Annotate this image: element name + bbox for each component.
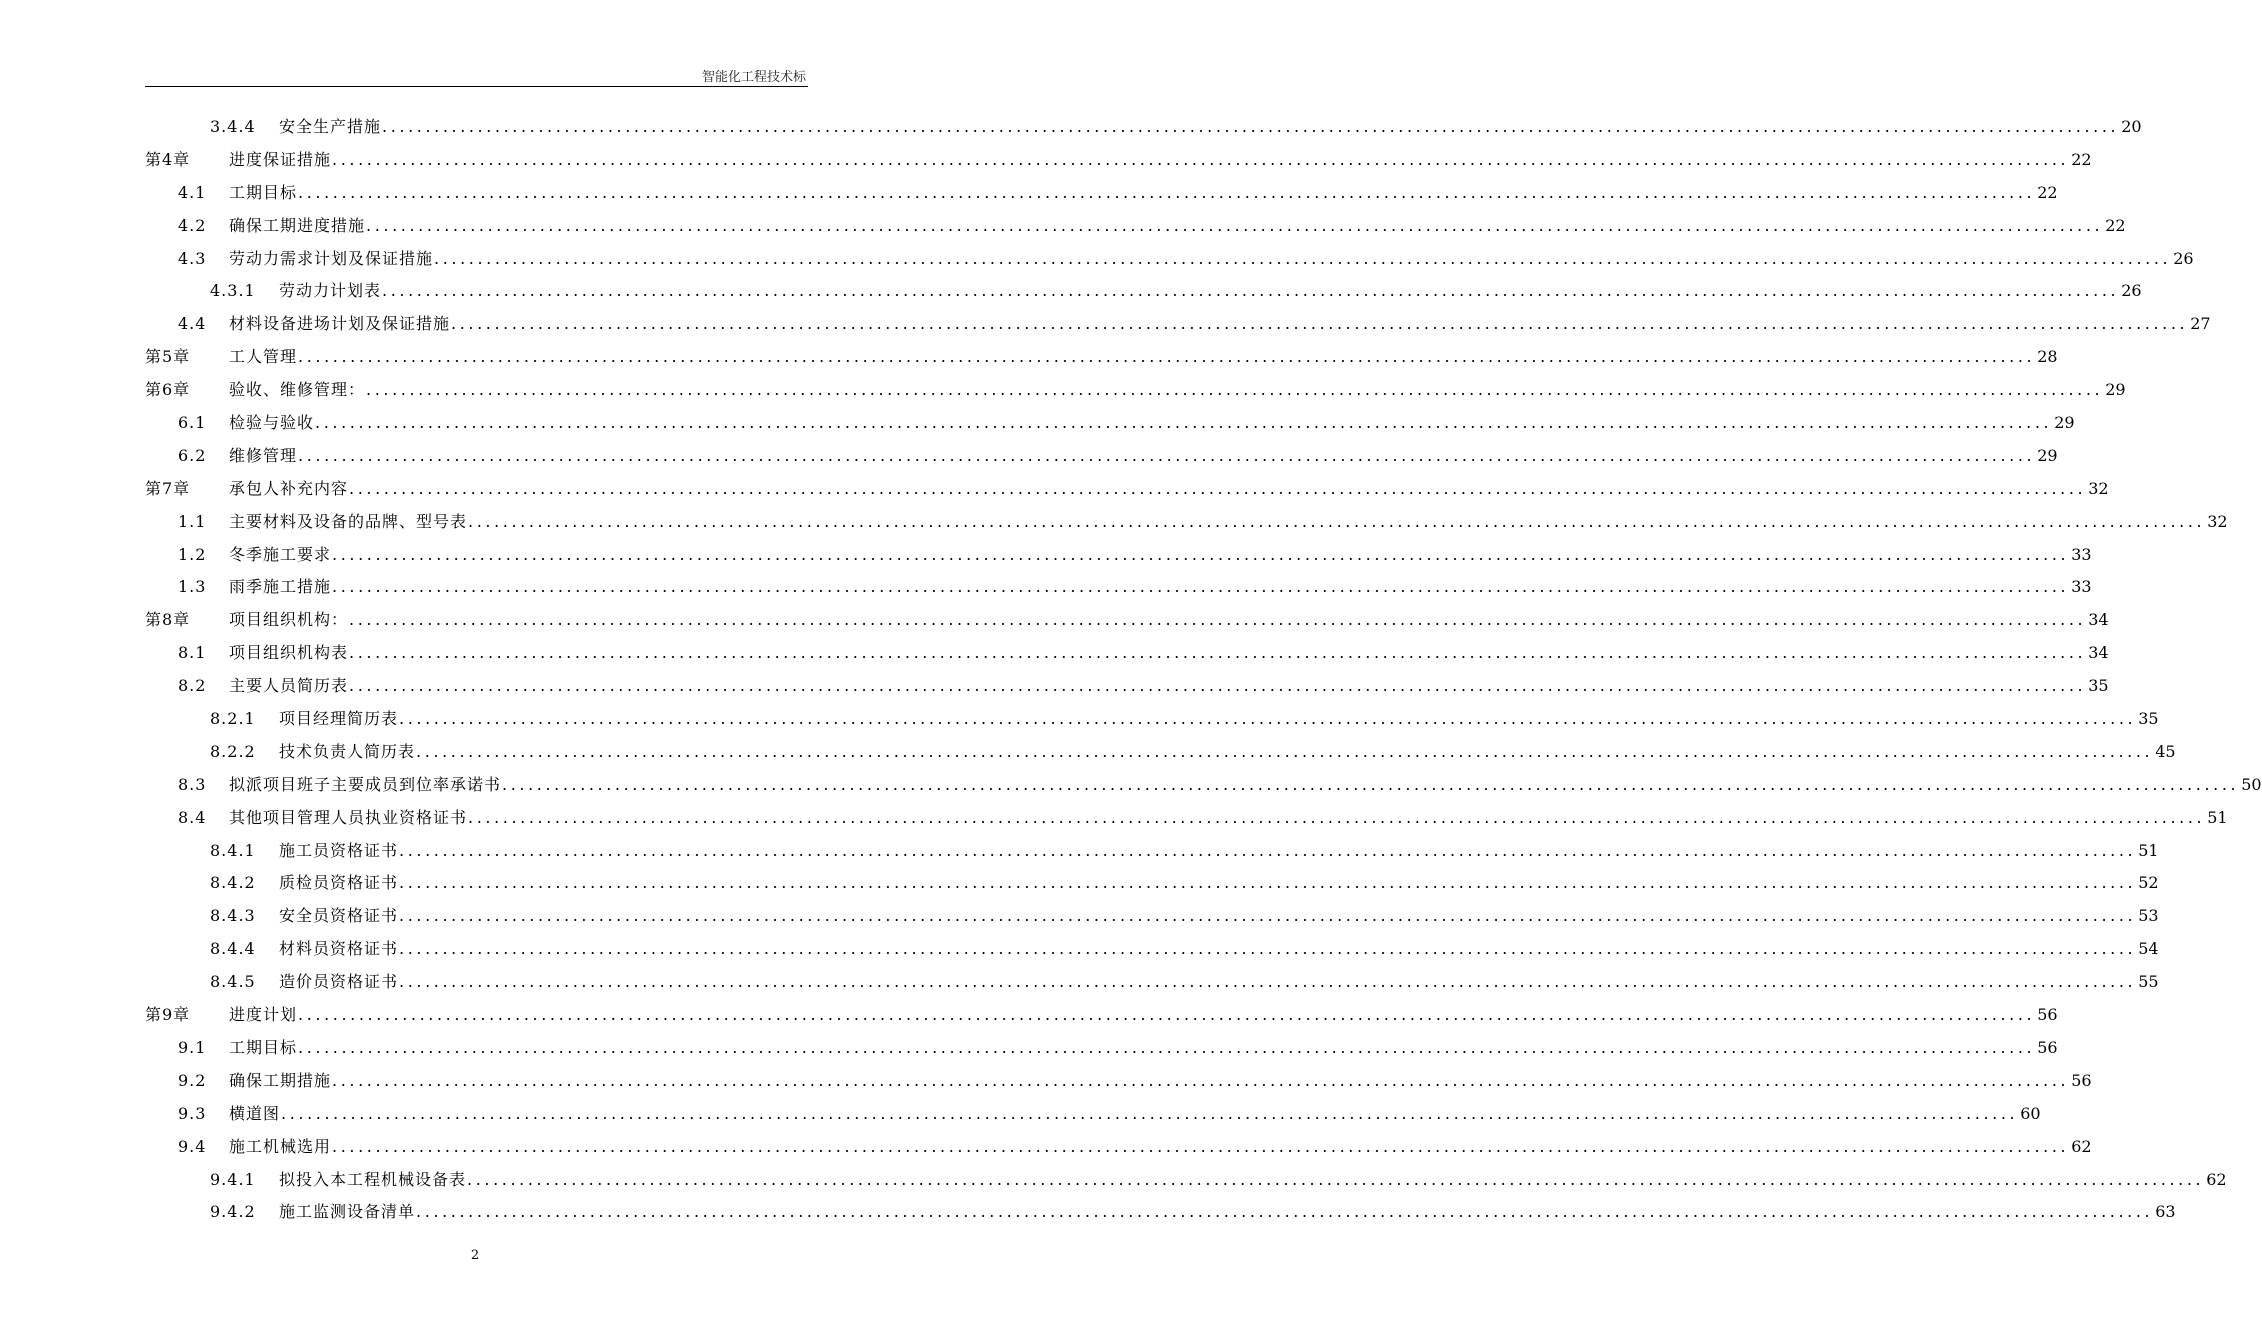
toc-entry[interactable] bbox=[0, 703, 2159, 736]
toc-dot-leader: ........................................................................................................................................................................................................ bbox=[349, 643, 2087, 663]
toc-entry-number: 9.4 bbox=[178, 1136, 207, 1156]
toc-entry[interactable] bbox=[0, 736, 2176, 769]
toc-entry-number: 6.1 bbox=[178, 413, 207, 433]
toc-entry-number: 4.3 bbox=[178, 248, 207, 268]
toc-entry[interactable] bbox=[0, 835, 2159, 868]
toc-entry-number: 9.4.1 bbox=[210, 1169, 256, 1189]
toc-entry-title: 检验与验收 bbox=[229, 413, 315, 433]
toc-entry-title: 确保工期措施 bbox=[229, 1070, 332, 1090]
toc-dot-leader: ........................................................................................................................................................................................................ bbox=[399, 873, 2137, 893]
toc-entry[interactable] bbox=[0, 1065, 2092, 1098]
toc-entry-number: 8.1 bbox=[178, 643, 207, 663]
toc-entry-title: 材料设备进场计划及保证措施 bbox=[229, 314, 451, 334]
toc-dot-leader: ........................................................................................................................................................................................................ bbox=[416, 741, 2154, 761]
toc-dot-leader: ........................................................................................................................................................................................................ bbox=[332, 544, 2070, 564]
toc-entry-page: 56 bbox=[2037, 1037, 2058, 1057]
toc-entry-title: 工期目标 bbox=[229, 182, 298, 202]
toc-entry-title: 施工监测设备清单 bbox=[279, 1202, 416, 1222]
toc-entry[interactable] bbox=[0, 539, 2092, 572]
toc-entry-number: 第5章 bbox=[145, 347, 191, 367]
toc-dot-leader: ........................................................................................................................................................................................................ bbox=[332, 577, 2070, 597]
toc-entry[interactable] bbox=[0, 374, 2126, 407]
toc-entry-number: 8.4.4 bbox=[210, 939, 256, 959]
toc-entry-number: 8.2.1 bbox=[210, 709, 256, 729]
toc-entry-title: 其他项目管理人员执业资格证书 bbox=[229, 807, 468, 827]
toc-entry-title: 劳动力计划表 bbox=[279, 281, 382, 301]
toc-entry-number: 第6章 bbox=[145, 380, 191, 400]
toc-entry[interactable] bbox=[0, 900, 2159, 933]
toc-entry-number: 9.2 bbox=[178, 1070, 207, 1090]
toc-entry-page: 62 bbox=[2071, 1136, 2092, 1156]
toc-entry-number: 第4章 bbox=[145, 149, 191, 169]
toc-entry-title: 主要人员简历表 bbox=[229, 676, 349, 696]
toc-entry[interactable] bbox=[0, 407, 2075, 440]
toc-entry-number: 9.4.2 bbox=[210, 1202, 256, 1222]
toc-dot-leader: ........................................................................................................................................................................................................ bbox=[298, 182, 2036, 202]
toc-dot-leader: ........................................................................................................................................................................................................ bbox=[349, 610, 2087, 630]
toc-entry-title: 劳动力需求计划及保证措施 bbox=[229, 248, 434, 268]
toc-entry-page: 35 bbox=[2138, 709, 2159, 729]
toc-entry-number: 1.2 bbox=[178, 544, 207, 564]
toc-entry[interactable] bbox=[0, 210, 2126, 243]
toc-entry-title: 技术负责人简历表 bbox=[279, 741, 416, 761]
toc-entry-number: 第9章 bbox=[145, 1005, 191, 1025]
toc-entry-number: 9.3 bbox=[178, 1103, 207, 1123]
toc-entry-title: 工期目标 bbox=[229, 1037, 298, 1057]
toc-dot-leader: ........................................................................................................................................................................................................ bbox=[366, 380, 2104, 400]
toc-entry-number: 8.3 bbox=[178, 774, 207, 794]
toc-dot-leader: ........................................................................................................................................................................................................ bbox=[298, 347, 2036, 367]
toc-entry[interactable] bbox=[0, 670, 2109, 703]
toc-entry-title: 安全生产措施 bbox=[279, 117, 382, 136]
toc-entry[interactable] bbox=[0, 341, 2058, 374]
toc-entry-title: 安全员资格证书 bbox=[279, 906, 399, 926]
toc-entry-page: 26 bbox=[2121, 281, 2142, 301]
toc-entry-number: 6.2 bbox=[178, 445, 207, 465]
toc-entry[interactable] bbox=[0, 802, 2228, 835]
toc-entry-number: 3.4.4 bbox=[210, 117, 256, 136]
toc-entry-title: 项目组织机构： bbox=[229, 610, 349, 630]
toc-entry-page: 33 bbox=[2071, 544, 2092, 564]
toc-entry-page: 32 bbox=[2088, 478, 2109, 498]
toc-entry-page: 50 bbox=[2241, 774, 2262, 794]
toc-dot-leader: ........................................................................................................................................................................................................ bbox=[298, 445, 2036, 465]
toc-entry-page: 60 bbox=[2020, 1103, 2041, 1123]
toc-entry-page: 29 bbox=[2054, 413, 2075, 433]
toc-entry-title: 拟派项目班子主要成员到位率承诺书 bbox=[229, 774, 502, 794]
header-title: 智能化工程技术标 bbox=[701, 70, 806, 85]
toc-entry[interactable] bbox=[0, 473, 2109, 506]
toc-entry-number: 8.4 bbox=[178, 807, 207, 827]
toc-entry-title: 质检员资格证书 bbox=[279, 873, 399, 893]
toc-entry[interactable] bbox=[0, 999, 2058, 1032]
toc-dot-leader: ........................................................................................................................................................................................................ bbox=[468, 807, 2206, 827]
toc-entry-title: 雨季施工措施 bbox=[229, 577, 332, 597]
toc-dot-leader: ........................................................................................................................................................................................................ bbox=[298, 1037, 2036, 1057]
toc-dot-leader: ........................................................................................................................................................................................................ bbox=[382, 281, 2120, 301]
toc-dot-leader: ........................................................................................................................................................................................................ bbox=[399, 972, 2137, 992]
toc-entry[interactable] bbox=[0, 571, 2092, 604]
toc-entry[interactable] bbox=[0, 440, 2058, 473]
toc-entry-title: 材料员资格证书 bbox=[279, 939, 399, 959]
toc-entry-number: 8.4.2 bbox=[210, 873, 256, 893]
toc-entry-page: 27 bbox=[2190, 314, 2211, 334]
toc-entry-title: 进度计划 bbox=[229, 1005, 298, 1025]
toc-entry-page: 34 bbox=[2088, 610, 2109, 630]
toc-entry[interactable] bbox=[0, 1196, 2176, 1229]
toc-entry-title: 造价员资格证书 bbox=[279, 972, 399, 992]
toc-entry-title: 确保工期进度措施 bbox=[229, 215, 366, 235]
toc-entry-page: 45 bbox=[2155, 741, 2176, 761]
toc-entry-title: 横道图 bbox=[229, 1103, 281, 1123]
toc-entry-title: 主要材料及设备的品牌、型号表 bbox=[229, 511, 468, 531]
toc-entry-page: 22 bbox=[2037, 182, 2058, 202]
toc-entry[interactable] bbox=[0, 506, 2228, 539]
toc-dot-leader: ........................................................................................................................................................................................................ bbox=[349, 478, 2087, 498]
toc-dot-leader: ........................................................................................................................................................................................................ bbox=[467, 1169, 2205, 1189]
toc-entry-number: 4.1 bbox=[178, 182, 207, 202]
toc-entry-number: 8.2.2 bbox=[210, 741, 256, 761]
toc-entry-title: 项目经理简历表 bbox=[279, 709, 399, 729]
toc-entry-page: 29 bbox=[2037, 445, 2058, 465]
toc-entry-page: 22 bbox=[2071, 149, 2092, 169]
toc-entry-page: 28 bbox=[2037, 347, 2058, 367]
toc-entry-number: 8.4.3 bbox=[210, 906, 256, 926]
toc-entry[interactable] bbox=[0, 1131, 2092, 1164]
toc-entry[interactable] bbox=[0, 275, 2142, 308]
toc-entry-page: 55 bbox=[2138, 972, 2159, 992]
toc-entry[interactable] bbox=[0, 1032, 2058, 1065]
toc-entry-title: 施工员资格证书 bbox=[279, 840, 399, 860]
toc-entry-title: 维修管理 bbox=[229, 445, 298, 465]
toc-dot-leader: ........................................................................................................................................................................................................ bbox=[315, 413, 2053, 433]
toc-entry-page: 63 bbox=[2155, 1202, 2176, 1222]
toc-entry-title: 项目组织机构表 bbox=[229, 643, 349, 663]
toc-entry-page: 62 bbox=[2206, 1169, 2227, 1189]
toc-entry-number: 第8章 bbox=[145, 610, 191, 630]
toc-entry-page: 56 bbox=[2037, 1005, 2058, 1025]
toc-dot-leader: ........................................................................................................................................................................................................ bbox=[332, 1070, 2070, 1090]
toc-entry-number: 8.2 bbox=[178, 676, 207, 696]
toc-entry[interactable] bbox=[0, 933, 2159, 966]
toc-entry-number: 1.3 bbox=[178, 577, 207, 597]
toc-entry[interactable] bbox=[0, 177, 2058, 210]
toc-dot-leader: ........................................................................................................................................................................................................ bbox=[349, 676, 2087, 696]
toc-entry[interactable] bbox=[0, 769, 2262, 802]
toc-entry-title: 施工机械选用 bbox=[229, 1136, 332, 1156]
toc-entry-page: 54 bbox=[2138, 939, 2159, 959]
toc-entry-title: 承包人补充内容 bbox=[229, 478, 349, 498]
toc-dot-leader: ........................................................................................................................................................................................................ bbox=[502, 774, 2240, 794]
toc-entry[interactable] bbox=[0, 637, 2109, 670]
toc-dot-leader: ........................................................................................................................................................................................................ bbox=[468, 511, 2206, 531]
toc-entry-page: 22 bbox=[2105, 215, 2126, 235]
toc-entry-title: 冬季施工要求 bbox=[229, 544, 332, 564]
toc-entry-page: 26 bbox=[2173, 248, 2194, 268]
toc-entry-page: 56 bbox=[2071, 1070, 2092, 1090]
page-number: 2 bbox=[470, 1248, 480, 1263]
toc-dot-leader: ........................................................................................................................................................................................................ bbox=[399, 939, 2137, 959]
page-header bbox=[145, 64, 808, 87]
toc-entry[interactable] bbox=[0, 867, 2159, 900]
toc-dot-leader: ........................................................................................................................................................................................................ bbox=[434, 248, 2172, 268]
toc-entry[interactable] bbox=[0, 1164, 2227, 1197]
toc-entry-page: 52 bbox=[2138, 873, 2159, 893]
toc-entry-title: 拟投入本工程机械设备表 bbox=[279, 1169, 467, 1189]
toc-dot-leader: ........................................................................................................................................................................................................ bbox=[399, 709, 2137, 729]
toc-dot-leader: ........................................................................................................................................................................................................ bbox=[399, 840, 2137, 860]
toc-dot-leader: ........................................................................................................................................................................................................ bbox=[298, 1005, 2036, 1025]
toc-dot-leader: ........................................................................................................................................................................................................ bbox=[382, 117, 2120, 136]
toc-entry[interactable] bbox=[0, 966, 2159, 999]
toc-entry-page: 35 bbox=[2088, 676, 2109, 696]
toc-entry-number: 4.3.1 bbox=[210, 281, 256, 301]
toc-entry[interactable] bbox=[0, 1098, 2041, 1131]
toc-entry-number: 第7章 bbox=[145, 478, 191, 498]
toc-entry-number: 8.4.5 bbox=[210, 972, 256, 992]
table-of-contents bbox=[0, 111, 2262, 1229]
toc-entry-number: 4.4 bbox=[178, 314, 207, 334]
toc-entry-number: 1.1 bbox=[178, 511, 207, 531]
toc-dot-leader: ........................................................................................................................................................................................................ bbox=[332, 149, 2070, 169]
toc-entry-number: 8.4.1 bbox=[210, 840, 256, 860]
toc-entry-title: 工人管理 bbox=[229, 347, 298, 367]
toc-entry[interactable] bbox=[0, 243, 2194, 276]
toc-dot-leader: ........................................................................................................................................................................................................ bbox=[416, 1202, 2154, 1222]
toc-entry[interactable] bbox=[0, 308, 2211, 341]
toc-entry-page: 29 bbox=[2105, 380, 2126, 400]
toc-dot-leader: ........................................................................................................................................................................................................ bbox=[332, 1136, 2070, 1156]
toc-entry-page: 51 bbox=[2138, 840, 2159, 860]
toc-entry-page: 32 bbox=[2207, 511, 2228, 531]
toc-entry-page: 34 bbox=[2088, 643, 2109, 663]
toc-dot-leader: ........................................................................................................................................................................................................ bbox=[399, 906, 2137, 926]
toc-dot-leader: ........................................................................................................................................................................................................ bbox=[281, 1103, 2019, 1123]
toc-entry-page: 53 bbox=[2138, 906, 2159, 926]
toc-dot-leader: ........................................................................................................................................................................................................ bbox=[366, 215, 2104, 235]
toc-entry-title: 验收、维修管理： bbox=[229, 380, 366, 400]
toc-entry[interactable] bbox=[0, 604, 2109, 637]
toc-entry-number: 4.2 bbox=[178, 215, 207, 235]
toc-entry-page: 51 bbox=[2207, 807, 2228, 827]
toc-entry-number: 9.1 bbox=[178, 1037, 207, 1057]
toc-entry-page: 20 bbox=[2121, 117, 2142, 136]
toc-entry[interactable] bbox=[0, 111, 2142, 144]
toc-dot-leader: ........................................................................................................................................................................................................ bbox=[451, 314, 2189, 334]
toc-entry-page: 33 bbox=[2071, 577, 2092, 597]
toc-entry[interactable] bbox=[0, 144, 2092, 177]
toc-entry-title: 进度保证措施 bbox=[229, 149, 332, 169]
